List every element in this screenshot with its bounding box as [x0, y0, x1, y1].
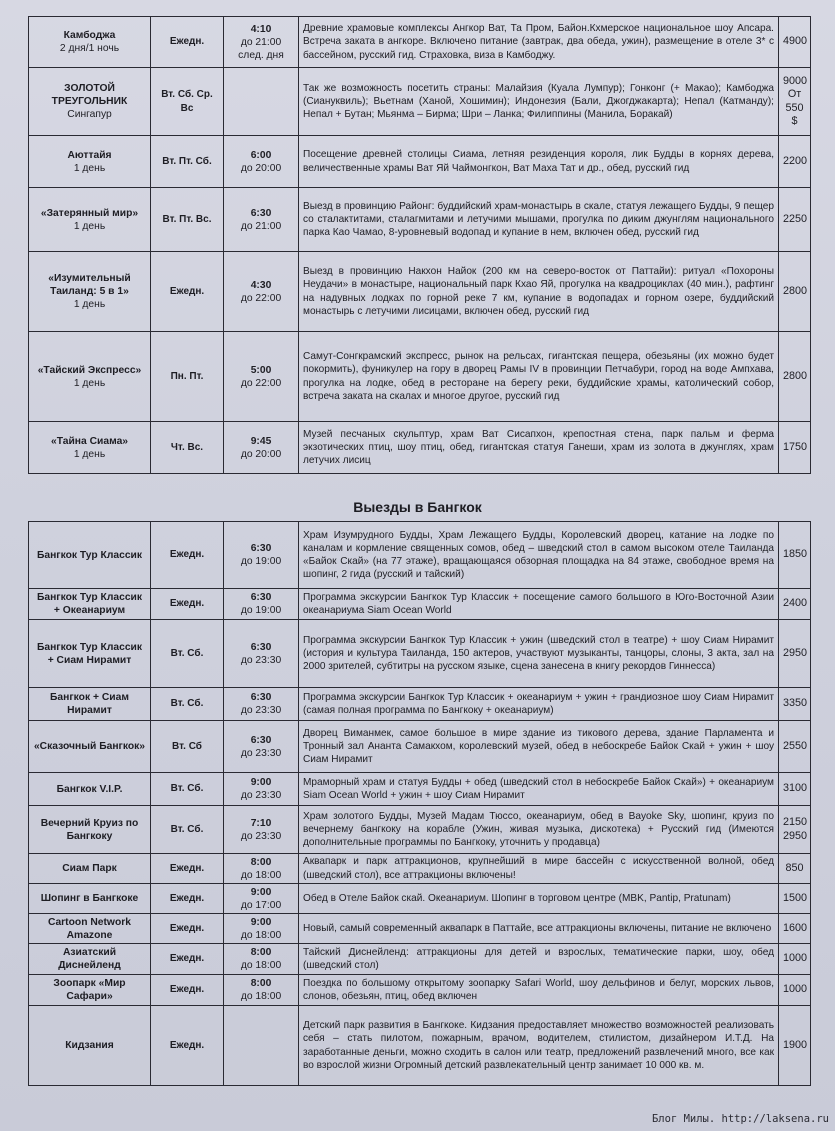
end-time: до 23:30 — [240, 830, 282, 842]
tour-time — [224, 773, 299, 806]
start-time: 9:00 — [250, 886, 272, 898]
tour-time — [224, 17, 299, 68]
price-line: 1000 — [783, 952, 808, 965]
tour-name — [29, 884, 151, 914]
tour-description: Музей песчаных скульптур, храм Ват Сисапхон, крепостная стена, парк пальм и ферма экзотических птиц, шоу птиц, обед, гигантская статуя Ганеши, храм из золота в джунглях, храм летучих лисиц — [299, 422, 779, 474]
table-row — [29, 944, 811, 975]
tour-name-text: ЗОЛОТОЙ ТРЕУГОЛЬНИК — [51, 83, 128, 107]
start-time: 6:30 — [250, 734, 272, 746]
tour-name-text: Бангкок Тур Классик + Сиам Нирамит — [36, 641, 143, 666]
tour-description: Аквапарк и парк аттракционов, крупнейший в мире бассейн с искусственной волной, обед (шведский стол), все аттракционы включены! — [299, 854, 779, 884]
tour-price — [779, 806, 811, 854]
tour-duration: 1 день — [73, 448, 106, 460]
end-time: до 23:30 — [240, 654, 282, 666]
start-time: 9:45 — [250, 435, 272, 447]
tour-days: Вт. Сб. — [151, 688, 224, 721]
tour-description: Поездка по большому открытому зоопарку Safari World, шоу дельфинов и белуг, морских львов, слонов, обезьян, птиц, обед включен — [299, 975, 779, 1006]
tour-name-text: Бангкок Тур Классик + Океанариум — [36, 592, 143, 616]
price-line: 1600 — [783, 921, 808, 934]
price-line: 9000 — [783, 74, 808, 87]
tour-name — [29, 332, 151, 422]
tour-name — [29, 136, 151, 188]
price-line: 2200 — [783, 154, 808, 167]
tour-description: Так же возможность посетить страны: Малайзия (Куала Лумпур); Гонконг (+ Макао); Камбоджа (Сиануквиль); Вьетнам (Ханой, Хошимин); Индонезия (Бали, Джогджакарта); Непал (Катманду); Непал + Бутан; Мьянма – Бирма; Шри – Ланка; Филиппины (Манила, Боракай) — [299, 68, 779, 136]
tour-name — [29, 620, 151, 688]
tour-name-text: «Тайский Экспресс» — [37, 364, 142, 376]
tour-time — [224, 188, 299, 252]
tour-time — [224, 854, 299, 884]
tour-days: Вт. Сб. — [151, 806, 224, 854]
tour-time — [224, 522, 299, 589]
tour-time — [224, 806, 299, 854]
excursion-table-pattaya — [28, 16, 811, 474]
table-row — [29, 620, 811, 688]
price-line: 2950 — [783, 646, 808, 659]
tour-price — [779, 188, 811, 252]
tour-description: Новый, самый современный аквапарк в Паттайе, все аттракционы включены, питание не включено — [299, 914, 779, 944]
start-time: 4:10 — [250, 23, 272, 35]
tour-name — [29, 1006, 151, 1086]
tour-time — [224, 944, 299, 975]
price-line: 1900 — [783, 1038, 808, 1051]
tour-name-text: «Изумительный Таиланд: 5 в 1» — [48, 273, 131, 297]
tour-name-text: «Тайна Сиама» — [50, 435, 129, 447]
tour-time — [224, 68, 299, 136]
price-line: 3100 — [783, 782, 808, 795]
end-time: до 19:00 — [240, 605, 282, 616]
tour-days: Ежедн. — [151, 17, 224, 68]
section-title: Выезды в Бангкок — [353, 499, 482, 515]
table-row — [29, 522, 811, 589]
tour-days: Пн. Пт. — [151, 332, 224, 422]
tour-name-text: Бангкок V.I.P. — [56, 783, 123, 795]
end-time: до 23:30 — [240, 747, 282, 759]
tour-days: Ежедн. — [151, 914, 224, 944]
end-time: до 18:00 — [240, 929, 282, 941]
tour-name-text: «Сказочный Бангкок» — [33, 741, 146, 752]
tour-price — [779, 136, 811, 188]
end-time-note: след. дня — [238, 49, 284, 61]
start-time: 6:00 — [250, 149, 272, 161]
tour-name-text: Кидзания — [65, 1040, 114, 1051]
tour-price — [779, 773, 811, 806]
tour-description: Самут-Сонгкрамский экспресс, рынок на рельсах, гигантская пещера, обезьяны (их можно будет покормить), фуникулер на гору в дворец Рамы IV в провинции Петчабури, город на воде Ампхава, прогулка на лодке, обед в ресторане на берегу реки, буддийские храмы, католический собор, встреча заката на скалах и многое другое, русский гид — [299, 332, 779, 422]
tour-description: Выезд в провинцию Районг: буддийский храм-монастырь в скале, статуя лежащего Будды, 9 пещер со сталактитами, сталагмитами и летучими мышами, прогулка по диким джунглям национального парка Као Чамао, 8-уровневый водопад и купание в нем, включен обед, русский гид — [299, 188, 779, 252]
start-time: 8:00 — [250, 856, 272, 868]
table-row — [29, 975, 811, 1006]
table-row — [29, 422, 811, 474]
tour-days: Ежедн. — [151, 589, 224, 620]
tour-price — [779, 589, 811, 620]
tour-duration: 1 день — [73, 377, 106, 389]
price-line: 550 $ — [785, 101, 804, 127]
tour-name-text: Аюттайя — [67, 149, 112, 161]
tour-description: Храм Изумрудного Будды, Храм Лежащего Будды, Королевский дворец, катание на лодке по каналам и кормление священных сомов, обед – шведский стол в самом высоком отеле Таиланда «Байок Скай» (на 77 этаже), вращающаяся обзорная площадка на 84 этаже, свободное время на шопинг, 2 гида (русский и тайский) — [299, 522, 779, 589]
tour-duration: 1 день — [73, 162, 106, 174]
tour-description: Программа экскурсии Бангкок Тур Классик + ужин (шведский стол в театре) + шоу Сиам Нирамит (история и культура Таиланда, 150 актеров, участвуют музыканты, танцоры, слоны, 3 акта, зал на 2000 зрителей, субтитры на русском языке, сцена занесена в книгу рекордов Гиннесса) — [299, 620, 779, 688]
tour-price — [779, 688, 811, 721]
tour-name — [29, 188, 151, 252]
tour-description: Выезд в провинцию Накхон Найок (200 км на северо-восток от Паттайи): ритуал «Похороны Неудачи» в монастыре, национальный парк Кхао Яй, прогулка на квадроциклах (40 мин.), рафтинг на надувных лодках по горной реке 7 км, купание в водопадах и горном озере, буддийский монастырь с летучими лисицами, включен обед, русский гид — [299, 252, 779, 332]
end-time: до 23:30 — [240, 705, 282, 716]
start-time: 8:00 — [250, 947, 272, 958]
end-time: до 18:00 — [240, 960, 282, 971]
tour-price — [779, 914, 811, 944]
tour-days: Ежедн. — [151, 854, 224, 884]
start-time: 7:10 — [250, 817, 272, 829]
table-row — [29, 332, 811, 422]
start-time: 6:30 — [250, 592, 272, 603]
tour-time — [224, 721, 299, 773]
tour-description: Детский парк развития в Бангкоке. Кидзания предоставляет множество возможностей реализовать себя – стать пилотом, пожарным, врачом, водителем, стилистом, дизайнером И.Т.Д. На заработанные деньги, можно сходить в салон или театр, предложений развлечений много, все как во взрослой жизни Огромный детский развлекательный центр занимает 10 000 кв. м. — [299, 1006, 779, 1086]
table-row — [29, 252, 811, 332]
tour-time — [224, 589, 299, 620]
table-row — [29, 854, 811, 884]
end-time: до 22:00 — [240, 377, 282, 389]
tour-description: Дворец Виманмек, самое большое в мире здание из тикового дерева, здание Парламента и Тронный зал Ананта Самакхом, королевский музей, обед в небоскребе Байок Скай + ужин + шоу Сиам Нирамит — [299, 721, 779, 773]
tour-time — [224, 136, 299, 188]
start-time: 4:30 — [250, 279, 272, 291]
tour-time — [224, 1006, 299, 1086]
tour-name — [29, 914, 151, 944]
tour-name — [29, 688, 151, 721]
price-line: 2250 — [783, 212, 808, 225]
tour-name-text: Зоопарк «Мир Сафари» — [53, 978, 126, 1002]
start-time: 6:30 — [250, 207, 272, 219]
tour-price — [779, 975, 811, 1006]
table-row — [29, 1006, 811, 1086]
tour-time — [224, 975, 299, 1006]
start-time: 8:00 — [250, 978, 272, 989]
tour-name-text: Камбоджа — [63, 30, 116, 41]
price-line: 2800 — [783, 369, 808, 382]
tour-name — [29, 17, 151, 68]
tour-name — [29, 589, 151, 620]
tour-duration: 1 день — [73, 299, 106, 310]
tour-name — [29, 773, 151, 806]
table-row — [29, 688, 811, 721]
tour-price — [779, 252, 811, 332]
tour-price — [779, 1006, 811, 1086]
tour-duration: 2 дня/1 ночь — [59, 43, 120, 54]
tour-days: Ежедн. — [151, 884, 224, 914]
tour-duration: Сингапур — [67, 109, 112, 120]
excursion-table-bangkok — [28, 521, 811, 1086]
tour-days: Вт. Сб. — [151, 620, 224, 688]
end-time: до 18:00 — [240, 991, 282, 1002]
tour-description: Тайский Диснейленд: аттракционы для детей и взрослых, тематические парки, шоу, обед (шведский стол) — [299, 944, 779, 975]
tour-days: Вт. Сб — [151, 721, 224, 773]
tour-name-text: Азиатский Диснейленд — [58, 947, 121, 971]
price-line: 1500 — [783, 891, 808, 904]
tour-days: Ежедн. — [151, 252, 224, 332]
tour-name — [29, 68, 151, 136]
tour-time — [224, 688, 299, 721]
end-time: до 23:30 — [240, 790, 282, 801]
price-line: 850 — [785, 861, 804, 874]
tour-description: Храм золотого Будды, Музей Мадам Тюссо, океанариум, обед в Bayoke Sky, шопинг, круиз по вечернему бангкоку на корабле (Ужин, живая музыка, дискотека) + Русский гид (Имеются дополнительные программы по Бангкоку, уточнить у продавца) — [299, 806, 779, 854]
tour-description: Посещение древней столицы Сиама, летняя резиденция короля, лик Будды в корнях дерева, величественные храмы Ват Яй Чаймонгкон, Ват Маха Тат и др., обед, русский гид — [299, 136, 779, 188]
table-row — [29, 136, 811, 188]
price-line: 1750 — [783, 440, 808, 453]
tour-name — [29, 806, 151, 854]
footer-credit: Блог Милы. http://laksena.ru — [651, 1113, 829, 1125]
price-line: 1000 — [783, 983, 808, 996]
end-time: до 18:00 — [240, 869, 282, 881]
tour-name-text: Шопинг в Бангкоке — [40, 893, 139, 904]
price-line: 2550 — [783, 739, 808, 752]
start-time: 9:00 — [250, 777, 272, 788]
start-time: 6:30 — [250, 692, 272, 703]
tour-days: Ежедн. — [151, 944, 224, 975]
tour-name — [29, 522, 151, 589]
table-row — [29, 914, 811, 944]
end-time: до 17:00 — [240, 899, 282, 911]
tour-days: Ежедн. — [151, 975, 224, 1006]
tour-name — [29, 944, 151, 975]
end-time: до 21:00 — [240, 220, 282, 232]
price-line: 1850 — [783, 548, 808, 561]
tour-price — [779, 620, 811, 688]
tour-name-text: «Затерянный мир» — [40, 207, 139, 219]
price-line: От — [787, 88, 802, 100]
price-line: 2950 — [783, 829, 808, 842]
tour-description: Программа экскурсии Бангкок Тур Классик + посещение самого большого в Юго-Восточной Азии океанариума Siam Ocean World — [299, 589, 779, 620]
tour-name-text: Вечерний Круиз по Бангкоку — [40, 817, 139, 842]
end-time: до 21:00 — [240, 36, 282, 48]
table-row — [29, 806, 811, 854]
tour-price — [779, 17, 811, 68]
table-row — [29, 721, 811, 773]
tour-description: Древние храмовые комплексы Ангкор Ват, Та Пром, Байон.Кхмерское национальное шоу Апсара. Встреча заката в ангкоре. Включено питание (завтрак, два обеда, ужин), размещение в отеле 3* с бассейном, русский гид. Страховка, виза в Камбоджу. — [299, 17, 779, 68]
table-row — [29, 884, 811, 914]
tour-price — [779, 422, 811, 474]
tour-name-text: Бангкок Тур Классик — [36, 549, 143, 561]
tour-time — [224, 422, 299, 474]
tour-time — [224, 914, 299, 944]
tour-days: Ежедн. — [151, 522, 224, 589]
tour-price — [779, 721, 811, 773]
price-line: 2150 — [783, 816, 808, 828]
tour-price — [779, 944, 811, 975]
tour-price — [779, 68, 811, 136]
tour-name — [29, 975, 151, 1006]
table-row — [29, 68, 811, 136]
tour-days: Чт. Вс. — [151, 422, 224, 474]
end-time: до 19:00 — [240, 556, 282, 567]
tour-days: Вт. Сб. Ср. Вс — [151, 68, 224, 136]
tour-days: Вт. Пт. Вс. — [151, 188, 224, 252]
tour-description: Программа экскурсии Бангкок Тур Классик + океанариум + ужин + грандиозное шоу Сиам Нирамит (самая полная программа по Бангкоку + океанариум) — [299, 688, 779, 721]
price-line: 2400 — [783, 597, 808, 610]
end-time: до 20:00 — [240, 162, 282, 174]
tour-time — [224, 332, 299, 422]
tour-name — [29, 252, 151, 332]
tour-days: Вт. Сб. — [151, 773, 224, 806]
tour-name — [29, 854, 151, 884]
tour-name-text: Cartoon Network Amazone — [48, 916, 131, 941]
tour-name-text: Сиам Парк — [62, 863, 117, 874]
tour-days: Ежедн. — [151, 1006, 224, 1086]
tour-duration: 1 день — [73, 220, 106, 232]
tour-time — [224, 620, 299, 688]
tour-price — [779, 332, 811, 422]
tour-name-text: Бангкок + Сиам Нирамит — [50, 692, 129, 716]
table-row — [29, 188, 811, 252]
start-time: 5:00 — [250, 364, 272, 376]
tour-name — [29, 422, 151, 474]
tour-description: Обед в Отеле Байок скай. Океанариум. Шопинг в торговом центре (MBK, Pantip, Pratunam) — [299, 884, 779, 914]
table-row — [29, 17, 811, 68]
end-time: до 20:00 — [240, 448, 282, 460]
tour-price — [779, 884, 811, 914]
start-time: 6:30 — [250, 641, 272, 653]
table-row — [29, 773, 811, 806]
tour-description: Мраморный храм и статуя Будды + обед (шведский стол в небоскребе Байок Скай») + океанариум Siam Ocean World + ужин + шоу Сиам Нирамит — [299, 773, 779, 806]
tour-price — [779, 854, 811, 884]
price-line: 2800 — [783, 284, 808, 297]
start-time: 6:30 — [250, 543, 272, 554]
tour-name — [29, 721, 151, 773]
tour-time — [224, 884, 299, 914]
price-line: 4900 — [783, 35, 808, 48]
start-time: 9:00 — [250, 916, 272, 928]
price-line: 3350 — [783, 697, 808, 710]
tour-price — [779, 522, 811, 589]
table-row — [29, 589, 811, 620]
tour-days: Вт. Пт. Сб. — [151, 136, 224, 188]
tour-time — [224, 252, 299, 332]
end-time: до 22:00 — [240, 292, 282, 304]
